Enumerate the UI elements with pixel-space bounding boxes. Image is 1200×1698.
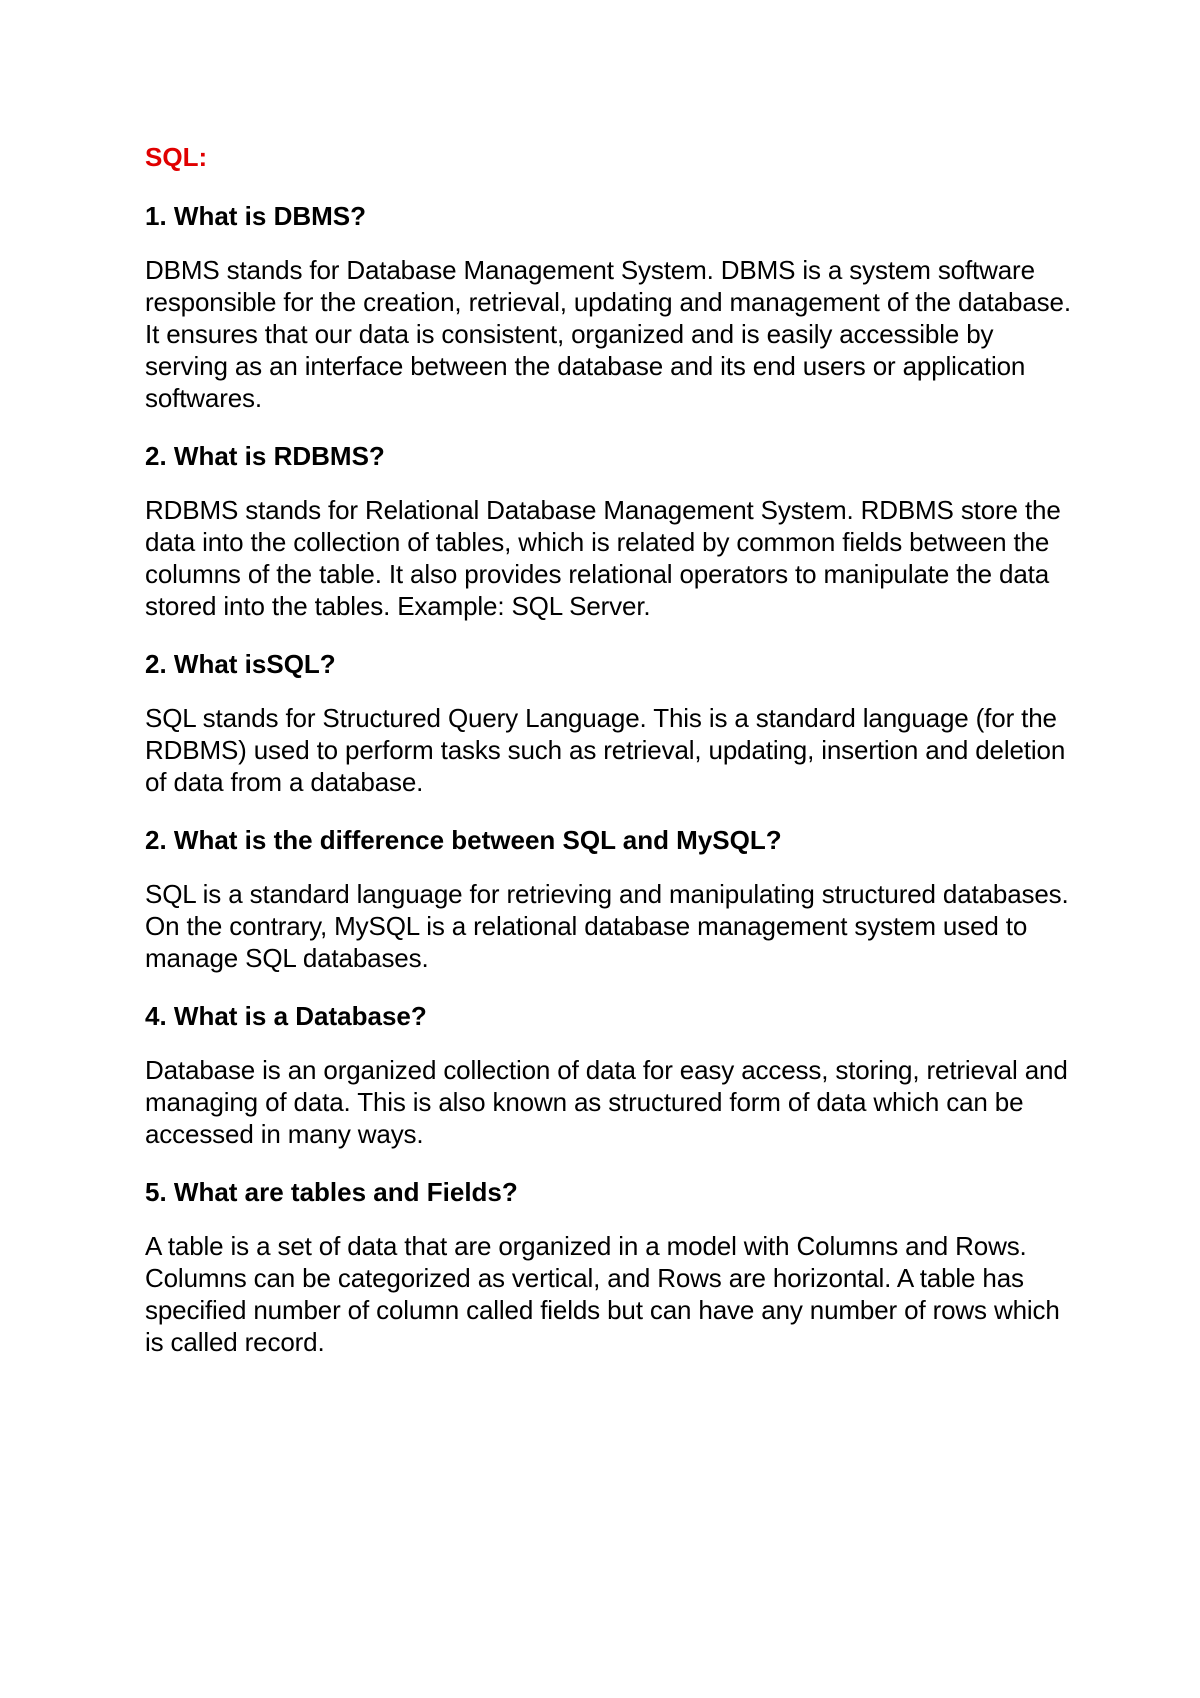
- document-title: SQL:: [145, 142, 208, 172]
- qa-section-sql: [145, 648, 1075, 798]
- answer-paragraph: SQL is a standard language for retrieving and manipulating structured databases. On the contrary, MySQL is a relational database management system used to manage SQL databases.: [145, 879, 1069, 973]
- document-content: [145, 140, 1075, 1384]
- question-heading: 4. What is a Database?: [145, 1001, 427, 1031]
- question-heading: 2. What is the difference between SQL and MySQL?: [145, 825, 782, 855]
- question-heading: 2. What isSQL?: [145, 649, 336, 679]
- question-heading: 2. What is RDBMS?: [145, 441, 385, 471]
- question-heading: 5. What are tables and Fields?: [145, 1177, 518, 1207]
- question-heading: 1. What is DBMS?: [145, 201, 367, 231]
- qa-section-tables-fields: [145, 1176, 1075, 1358]
- qa-section-rdbms: [145, 440, 1075, 622]
- qa-section-dbms: [145, 200, 1075, 414]
- answer-paragraph: SQL stands for Structured Query Language. This is a standard language (for the RDBMS) used to perform tasks such as retrieval, updating, insertion and deletion of data from a database.: [145, 703, 1066, 797]
- qa-section-sql-vs-mysql: [145, 824, 1075, 974]
- answer-paragraph: A table is a set of data that are organized in a model with Columns and Rows. Columns can be categorized as vertical, and Rows are horizontal. A table has specified number of column called fields but can have any number of rows which is called record.: [145, 1231, 1060, 1357]
- answer-paragraph: Database is an organized collection of data for easy access, storing, retrieval and managing of data. This is also known as structured form of data which can be accessed in many ways.: [145, 1055, 1068, 1149]
- qa-section-database: [145, 1000, 1075, 1150]
- answer-paragraph: DBMS stands for Database Management System. DBMS is a system software responsible for the creation, retrieval, updating and management of the database. It ensures that our data is consistent, organized and is easily accessible by serving as an interface between the database and its end users or application softwares.: [145, 255, 1071, 413]
- answer-paragraph: RDBMS stands for Relational Database Management System. RDBMS store the data into the collection of tables, which is related by common fields between the columns of the table. It also provides relational operators to manipulate the data stored into the tables. Example: SQL Server.: [145, 495, 1061, 621]
